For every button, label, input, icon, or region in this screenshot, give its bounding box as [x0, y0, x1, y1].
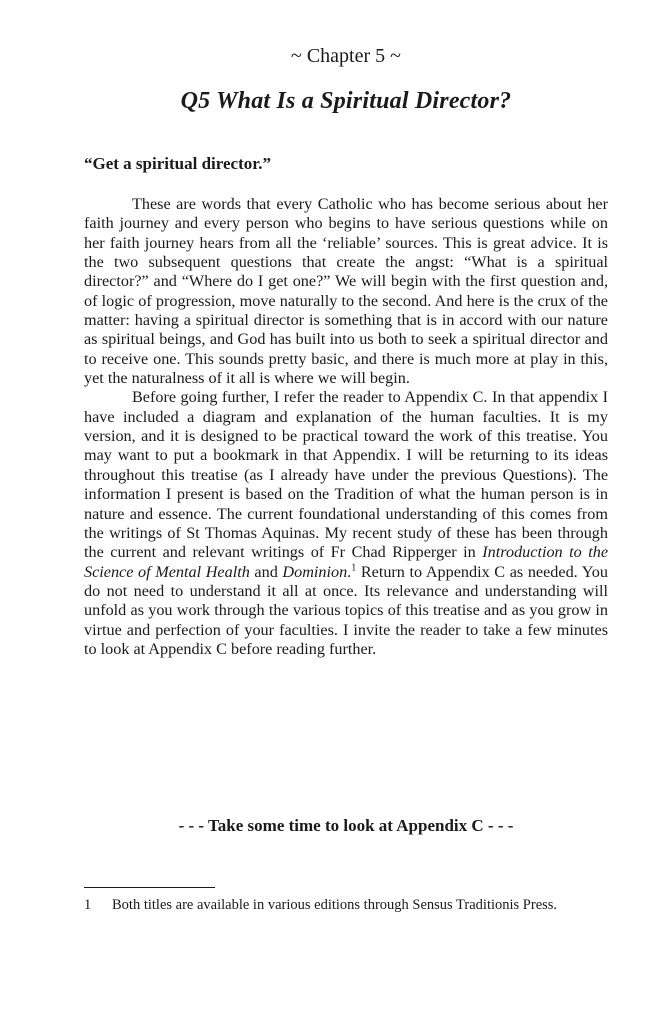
footnote-text: Both titles are available in various editions through Sensus Traditionis Press. — [112, 897, 558, 913]
section-heading: “Get a spiritual director.” — [84, 154, 271, 173]
paragraph-2-part-2: Return to Appendix C as needed. You do not need to understand it all at once. Its relevance and understanding will unfold as you work through the various topics of this treatise and as you grow in virtue and perfection of your faculties. I invite the reader to take a few minutes to look at Appendix C before reading further. — [84, 562, 608, 658]
footnote-reference[interactable]: 1 — [351, 562, 357, 574]
chapter-label: ~ Chapter 5 ~ — [291, 45, 401, 67]
paragraph-2-part-1: Before going further, I refer the reader to Appendix C. In that appendix I have included a diagram and explanation of the human faculties. It is my version, and it is designed to be practical toward the work of this treatise. You may want to put a bookmark in that Appendix. I will be returning to its ideas throughout this treatise (as I already have under the previous Questions). The information I present is based on the Tradition of what the human person is in nature and essence. The current foundational understanding of this comes from the writings of St Thomas Aquinas. My recent study of these has been through the current and relevant writings of Fr Chad Ripperger in — [84, 388, 608, 562]
paragraph-2-conjunction: and — [249, 562, 283, 581]
book-title-dominion: Dominion — [282, 562, 348, 581]
footnote-divider — [84, 887, 215, 888]
body-text — [84, 195, 608, 659]
chapter-title: Q5 What Is a Spiritual Director? — [180, 88, 512, 114]
paragraph-2-period: . — [347, 562, 352, 581]
section-break: - - - Take some time to look at Appendix C - - - — [178, 816, 514, 835]
paragraph-1: These are words that every Catholic who has become serious about her faith journey and every person who begins to have serious questions while on her faith journey hears from all the ‘reliable’ sources. This is great advice. It is the two subsequent questions that create the angst: “What is a spiritual director?” and “Where do I get one?” We will begin with the first question and, of logic of progression, move naturally to the second. And here is the crux of the matter: having a spiritual director is something that is in accord with our nature as spiritual beings, and God has built into us both to seek a spiritual director and to receive one. This sounds pretty basic, and there is much more at play in this, yet the naturalness of it all is where we will begin. — [84, 195, 608, 388]
book-title-introduction: Introduction to the Science of Mental Health — [84, 543, 609, 581]
paragraph-2 — [84, 388, 608, 659]
footnote-number: 1 — [84, 897, 92, 913]
